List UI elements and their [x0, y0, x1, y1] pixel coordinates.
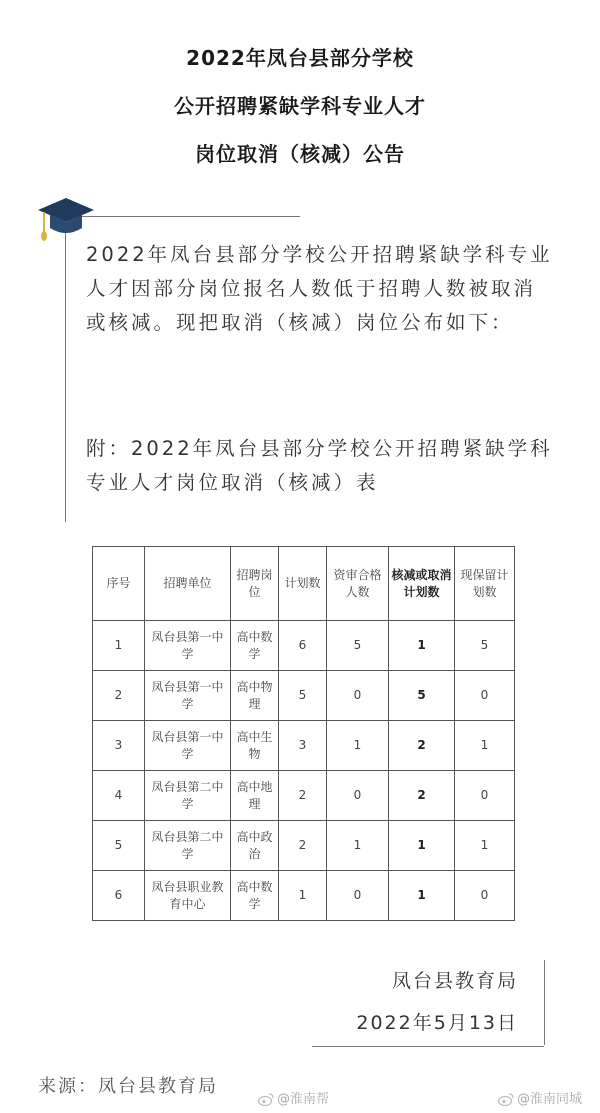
watermark-2	[498, 1088, 582, 1107]
header-position: 招聘岗位	[231, 547, 279, 621]
cell-index: 6	[93, 871, 145, 921]
cell-plan: 1	[279, 871, 327, 921]
cell-index: 3	[93, 721, 145, 771]
cell-position: 高中数学	[231, 621, 279, 671]
cell-index: 5	[93, 821, 145, 871]
cell-retained: 0	[455, 771, 515, 821]
cell-retained: 0	[455, 871, 515, 921]
positions-table	[92, 546, 514, 920]
title-line-1: 2022年凤台县部分学校	[186, 46, 414, 70]
title-line-2: 公开招聘紧缺学科专业人才	[174, 94, 426, 118]
cell-plan: 2	[279, 771, 327, 821]
attachment-paragraph: 附：2022年凤台县部分学校公开招聘紧缺学科专业人才岗位取消（核减）表	[86, 437, 553, 494]
cell-reduced: 1	[389, 821, 455, 871]
table-row	[93, 871, 515, 921]
cell-retained: 0	[455, 671, 515, 721]
cell-retained: 5	[455, 621, 515, 671]
cell-retained: 1	[455, 721, 515, 771]
table-row	[93, 671, 515, 721]
cell-qualified: 0	[327, 771, 389, 821]
cell-qualified: 5	[327, 621, 389, 671]
cell-index: 4	[93, 771, 145, 821]
watermark-2-text: @淮南同城	[517, 1092, 583, 1107]
cell-index: 2	[93, 671, 145, 721]
signature-organization: 凤台县教育局	[391, 970, 518, 992]
cell-unit: 凤台县第一中学	[145, 721, 231, 771]
cell-position: 高中物理	[231, 671, 279, 721]
frame-line-left	[65, 232, 66, 522]
cell-reduced: 2	[389, 771, 455, 821]
header-plan: 计划数	[279, 547, 327, 621]
cell-qualified: 1	[327, 721, 389, 771]
header-retained: 现保留计划数	[455, 547, 515, 621]
cell-plan: 3	[279, 721, 327, 771]
cell-plan: 2	[279, 821, 327, 871]
cell-index: 1	[93, 621, 145, 671]
cell-qualified: 0	[327, 671, 389, 721]
header-unit: 招聘单位	[145, 547, 231, 621]
table-row	[93, 721, 515, 771]
cell-qualified: 1	[327, 821, 389, 871]
weibo-icon	[498, 1093, 514, 1106]
cell-unit: 凤台县第二中学	[145, 821, 231, 871]
weibo-icon	[258, 1093, 274, 1106]
cell-reduced: 1	[389, 871, 455, 921]
cell-reduced: 2	[389, 721, 455, 771]
header-qualified: 资审合格人数	[327, 547, 389, 621]
header-index: 序号	[93, 547, 145, 621]
frame-line-right	[544, 960, 545, 1045]
cell-unit: 凤台县第二中学	[145, 771, 231, 821]
table-header-row	[93, 547, 515, 621]
cell-reduced: 1	[389, 621, 455, 671]
title-line-3: 岗位取消（核减）公告	[195, 142, 405, 166]
cell-retained: 1	[455, 821, 515, 871]
table-row	[93, 621, 515, 671]
cell-position: 高中政治	[231, 821, 279, 871]
cell-unit: 凤台县职业教育中心	[145, 871, 231, 921]
cell-unit: 凤台县第一中学	[145, 621, 231, 671]
watermark-1-text: @淮南帮	[277, 1092, 330, 1107]
table-row	[93, 821, 515, 871]
cell-plan: 5	[279, 671, 327, 721]
intro-paragraph: 2022年凤台县部分学校公开招聘紧缺学科专业人才因部分岗位报名人数低于招聘人数被取消或核减。现把取消（核减）岗位公布如下：	[86, 243, 553, 334]
cell-position: 高中生物	[231, 721, 279, 771]
source-credit: 来源：凤台县教育局	[38, 1076, 218, 1097]
cell-unit: 凤台县第一中学	[145, 671, 231, 721]
cell-position: 高中地理	[231, 771, 279, 821]
cell-qualified: 0	[327, 871, 389, 921]
header-reduced: 核减或取消计划数	[389, 547, 455, 621]
cell-plan: 6	[279, 621, 327, 671]
watermark-1	[258, 1088, 329, 1107]
cell-reduced: 5	[389, 671, 455, 721]
frame-line-bottom	[312, 1046, 544, 1047]
signature-date: 2022年5月13日	[356, 1012, 518, 1034]
table-row	[93, 771, 515, 821]
cell-position: 高中数学	[231, 871, 279, 921]
